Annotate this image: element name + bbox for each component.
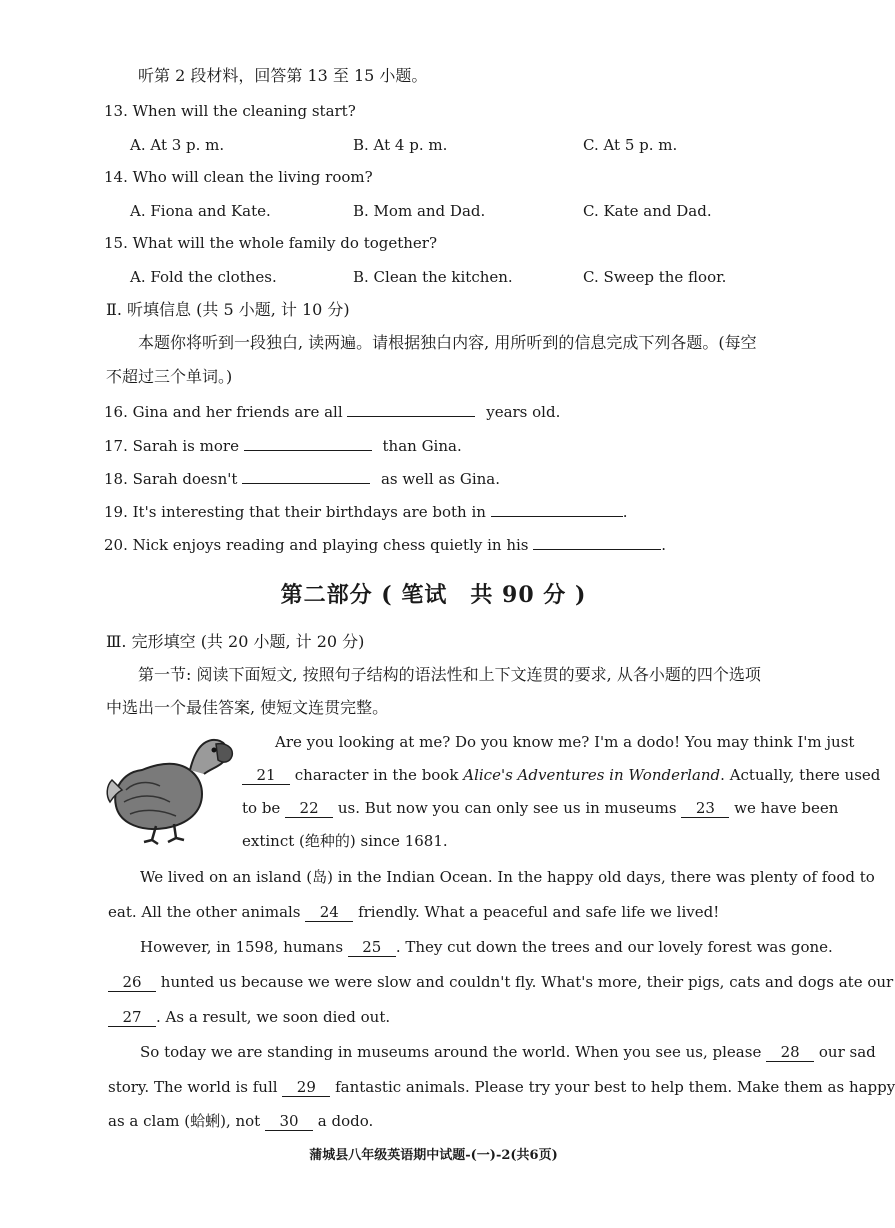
- q13-stem: 13. When will the cleaning start?: [104, 102, 356, 120]
- passage-p4-line2-b: fantastic animals. Please try your best to help them. Make them as happy: [335, 1078, 895, 1096]
- q18-text-a: 18. Sarah doesn't: [104, 470, 238, 488]
- q15-option-b: B. Clean the kitchen.: [353, 268, 513, 286]
- passage-p1-line2-a: character in the book: [294, 766, 464, 784]
- passage-p3-line1: [140, 937, 833, 957]
- passage-p3-line3-text: . As a result, we soon died out.: [156, 1008, 391, 1026]
- intro-13-15: 听第 2 段材料，回答第 13 至 15 小题。: [138, 66, 428, 85]
- blank-28[interactable]: 28: [766, 1043, 814, 1062]
- passage-p2-line1: We lived on an island (岛) in the Indian Ocean. In the happy old days, there was plenty of food to: [140, 868, 875, 886]
- passage-p4-line1-a: So today we are standing in museums around the world. When you see us, please: [140, 1043, 762, 1061]
- passage-p1-line4: extinct (绝种的) since 1681.: [242, 832, 448, 850]
- q17-line: [104, 434, 462, 456]
- section3-instruction-1: 第一节: 阅读下面短文, 按照句子结构的语法性和上下文连贯的要求, 从各小题的四个选项: [138, 665, 761, 684]
- passage-p3-line1-b: . They cut down the trees and our lovely forest was gone.: [395, 938, 833, 956]
- q20-text-a: 20. Nick enjoys reading and playing chess quietly in his: [104, 536, 529, 554]
- blank-27[interactable]: 27: [108, 1008, 156, 1027]
- q16-blank[interactable]: [347, 400, 475, 417]
- blank-26[interactable]: 26: [108, 973, 156, 992]
- q16-text-a: 16. Gina and her friends are all: [104, 403, 343, 421]
- passage-p3-line1-a: However, in 1598, humans: [140, 938, 344, 956]
- q20-line: [104, 533, 666, 555]
- q16-text-b: years old.: [486, 403, 561, 421]
- passage-p3-line2-text: hunted us because we were slow and couldn't fly. What's more, their pigs, cats and dogs ate our: [160, 973, 894, 991]
- q14-option-b: B. Mom and Dad.: [353, 202, 486, 220]
- passage-p3-line3: [108, 1007, 390, 1027]
- section3-instruction-2: 中选出一个最佳答案, 使短文连贯完整。: [106, 698, 389, 717]
- passage-p1-line3-a: to be: [242, 799, 281, 817]
- passage-p1-line3-c: we have been: [734, 799, 839, 817]
- passage-p1-line3-b: us. But now you can only see us in museums: [337, 799, 677, 817]
- q15-option-c: C. Sweep the floor.: [583, 268, 727, 286]
- part-title: 第二部分 ( 笔试 共 90 分 ): [280, 582, 587, 608]
- passage-p2-line2-a: eat. All the other animals: [108, 903, 301, 921]
- q17-blank[interactable]: [244, 434, 372, 451]
- passage-p2-line2: [108, 902, 719, 922]
- q20-text-b: .: [661, 536, 667, 554]
- section2-instruction-1: 本题你将听到一段独白, 读两遍。请根据独白内容, 用所听到的信息完成下列各题。(每空: [138, 333, 757, 352]
- q18-blank[interactable]: [242, 467, 370, 484]
- q14-option-a: A. Fiona and Kate.: [130, 202, 271, 220]
- q14-option-c: C. Kate and Dad.: [583, 202, 712, 220]
- section2-heading: Ⅱ. 听填信息 (共 5 小题, 计 10 分): [106, 300, 350, 319]
- blank-25[interactable]: 25: [348, 938, 396, 957]
- passage-p4-line3-b: a dodo.: [317, 1112, 374, 1130]
- q17-text-a: 17. Sarah is more: [104, 437, 239, 455]
- passage-p3-line2: [108, 972, 893, 992]
- passage-p1-line3: [242, 798, 838, 818]
- blank-23[interactable]: 23: [681, 799, 729, 818]
- q14-stem: 14. Who will clean the living room?: [104, 168, 373, 186]
- passage-p1-line2-b: . Actually, there used: [720, 766, 881, 784]
- q18-line: [104, 467, 500, 489]
- blank-29[interactable]: 29: [282, 1078, 330, 1097]
- page-footer: 蒲城县八年级英语期中试题-(一)-2(共6页): [309, 1148, 558, 1163]
- q15-stem: 15. What will the whole family do together?: [104, 234, 438, 252]
- dodo-illustration: [104, 730, 236, 848]
- passage-p1-line1: Are you looking at me? Do you know me? I'm a dodo! You may think I'm just: [275, 733, 855, 751]
- q18-text-b: as well as Gina.: [380, 470, 501, 488]
- passage-p4-line2-a: story. The world is full: [108, 1078, 278, 1096]
- q19-text-a: 19. It's interesting that their birthdays are both in: [104, 503, 486, 521]
- passage-p4-line2: [108, 1077, 895, 1097]
- passage-p4-line3-a: as a clam (蛤蜊), not: [108, 1112, 261, 1130]
- q13-option-a: A. At 3 p. m.: [130, 136, 225, 154]
- blank-30[interactable]: 30: [265, 1112, 313, 1131]
- q13-option-b: B. At 4 p. m.: [353, 136, 448, 154]
- book-title: Alice's Adventures in Wonderland: [463, 766, 721, 784]
- passage-p4-line1-b: our sad: [818, 1043, 876, 1061]
- q16-line: [104, 400, 560, 422]
- q19-line: [104, 500, 627, 522]
- blank-21[interactable]: 21: [242, 766, 290, 785]
- blank-22[interactable]: 22: [285, 799, 333, 818]
- passage-p4-line3: [108, 1111, 373, 1131]
- passage-p1-line2: [242, 765, 880, 785]
- blank-24[interactable]: 24: [305, 903, 353, 922]
- passage-p4-line1: [140, 1042, 876, 1062]
- passage-p2-line2-b: friendly. What a peaceful and safe life we lived!: [358, 903, 720, 921]
- q17-text-b: than Gina.: [382, 437, 462, 455]
- q19-text-b: .: [622, 503, 628, 521]
- q15-option-a: A. Fold the clothes.: [130, 268, 277, 286]
- q20-blank[interactable]: [533, 533, 661, 550]
- q19-blank[interactable]: [491, 500, 623, 517]
- section3-heading: Ⅲ. 完形填空 (共 20 小题, 计 20 分): [106, 632, 365, 651]
- section2-instruction-2: 不超过三个单词。): [106, 367, 233, 386]
- q13-option-c: C. At 5 p. m.: [583, 136, 678, 154]
